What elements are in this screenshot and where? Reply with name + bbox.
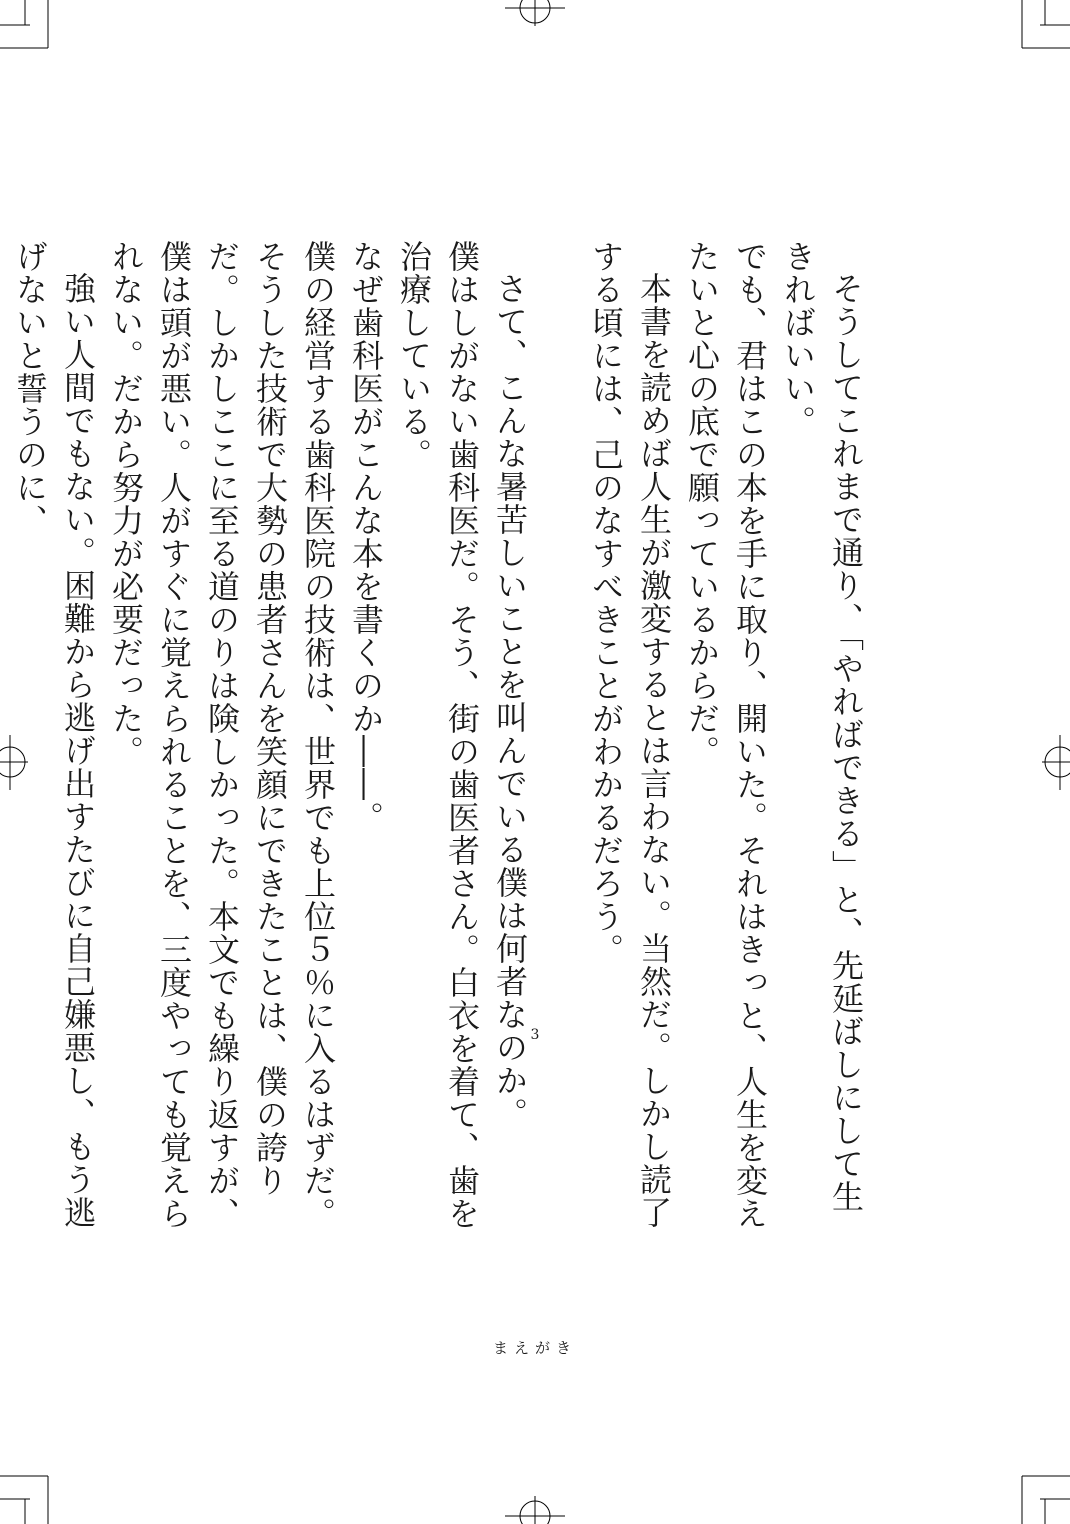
paragraph-6: なぜ歯科医がこんな本を書くのか――。	[347, 240, 385, 834]
paragraph-5: 僕はしがない歯科医だ。そう、街の歯医者さん。白衣を着て、歯を治療している。	[395, 240, 481, 1230]
paragraph-3: 本書を読めば人生が激変するとは言わない。当然だ。しかし読了する頃には、己のなすべきことがわかるだろう。	[587, 240, 673, 1229]
paragraph-7: 僕の経営する歯科医院の技術は、世界でも上位５％に入るはずだ。	[299, 240, 337, 1230]
page-number: 3	[530, 1027, 540, 1043]
paragraph-1: そうしてこれまで通り、「やればできる」と、先延ばしにして生きればいい。	[779, 240, 865, 1213]
paragraph-8: そうした技術で大勢の患者さんを笑顔にできたことは、僕の誇りだ。しかしここに至る道のりは険しかった。本文でも繰り返すが、僕は頭が悪い。人がすぐに覚えられることを、三度やっても覚えられない。だから努力が必要だった。	[107, 240, 289, 1230]
paragraph-9: 強い人間でもない。困難から逃げ出すたびに自己嫌悪し、もう逃げないと誓うのに、	[11, 240, 97, 1229]
paragraph-4: さて、こんな暑苦しいことを叫んでいる僕は何者なのか。	[491, 272, 529, 1130]
body-text	[11, 240, 870, 1240]
section-title: まえがき	[492, 1339, 577, 1357]
paragraph-2: でも、君はこの本を手に取り、開いた。それはきっと、人生を変えたいと心の底で願っているからだ。	[683, 240, 769, 1230]
